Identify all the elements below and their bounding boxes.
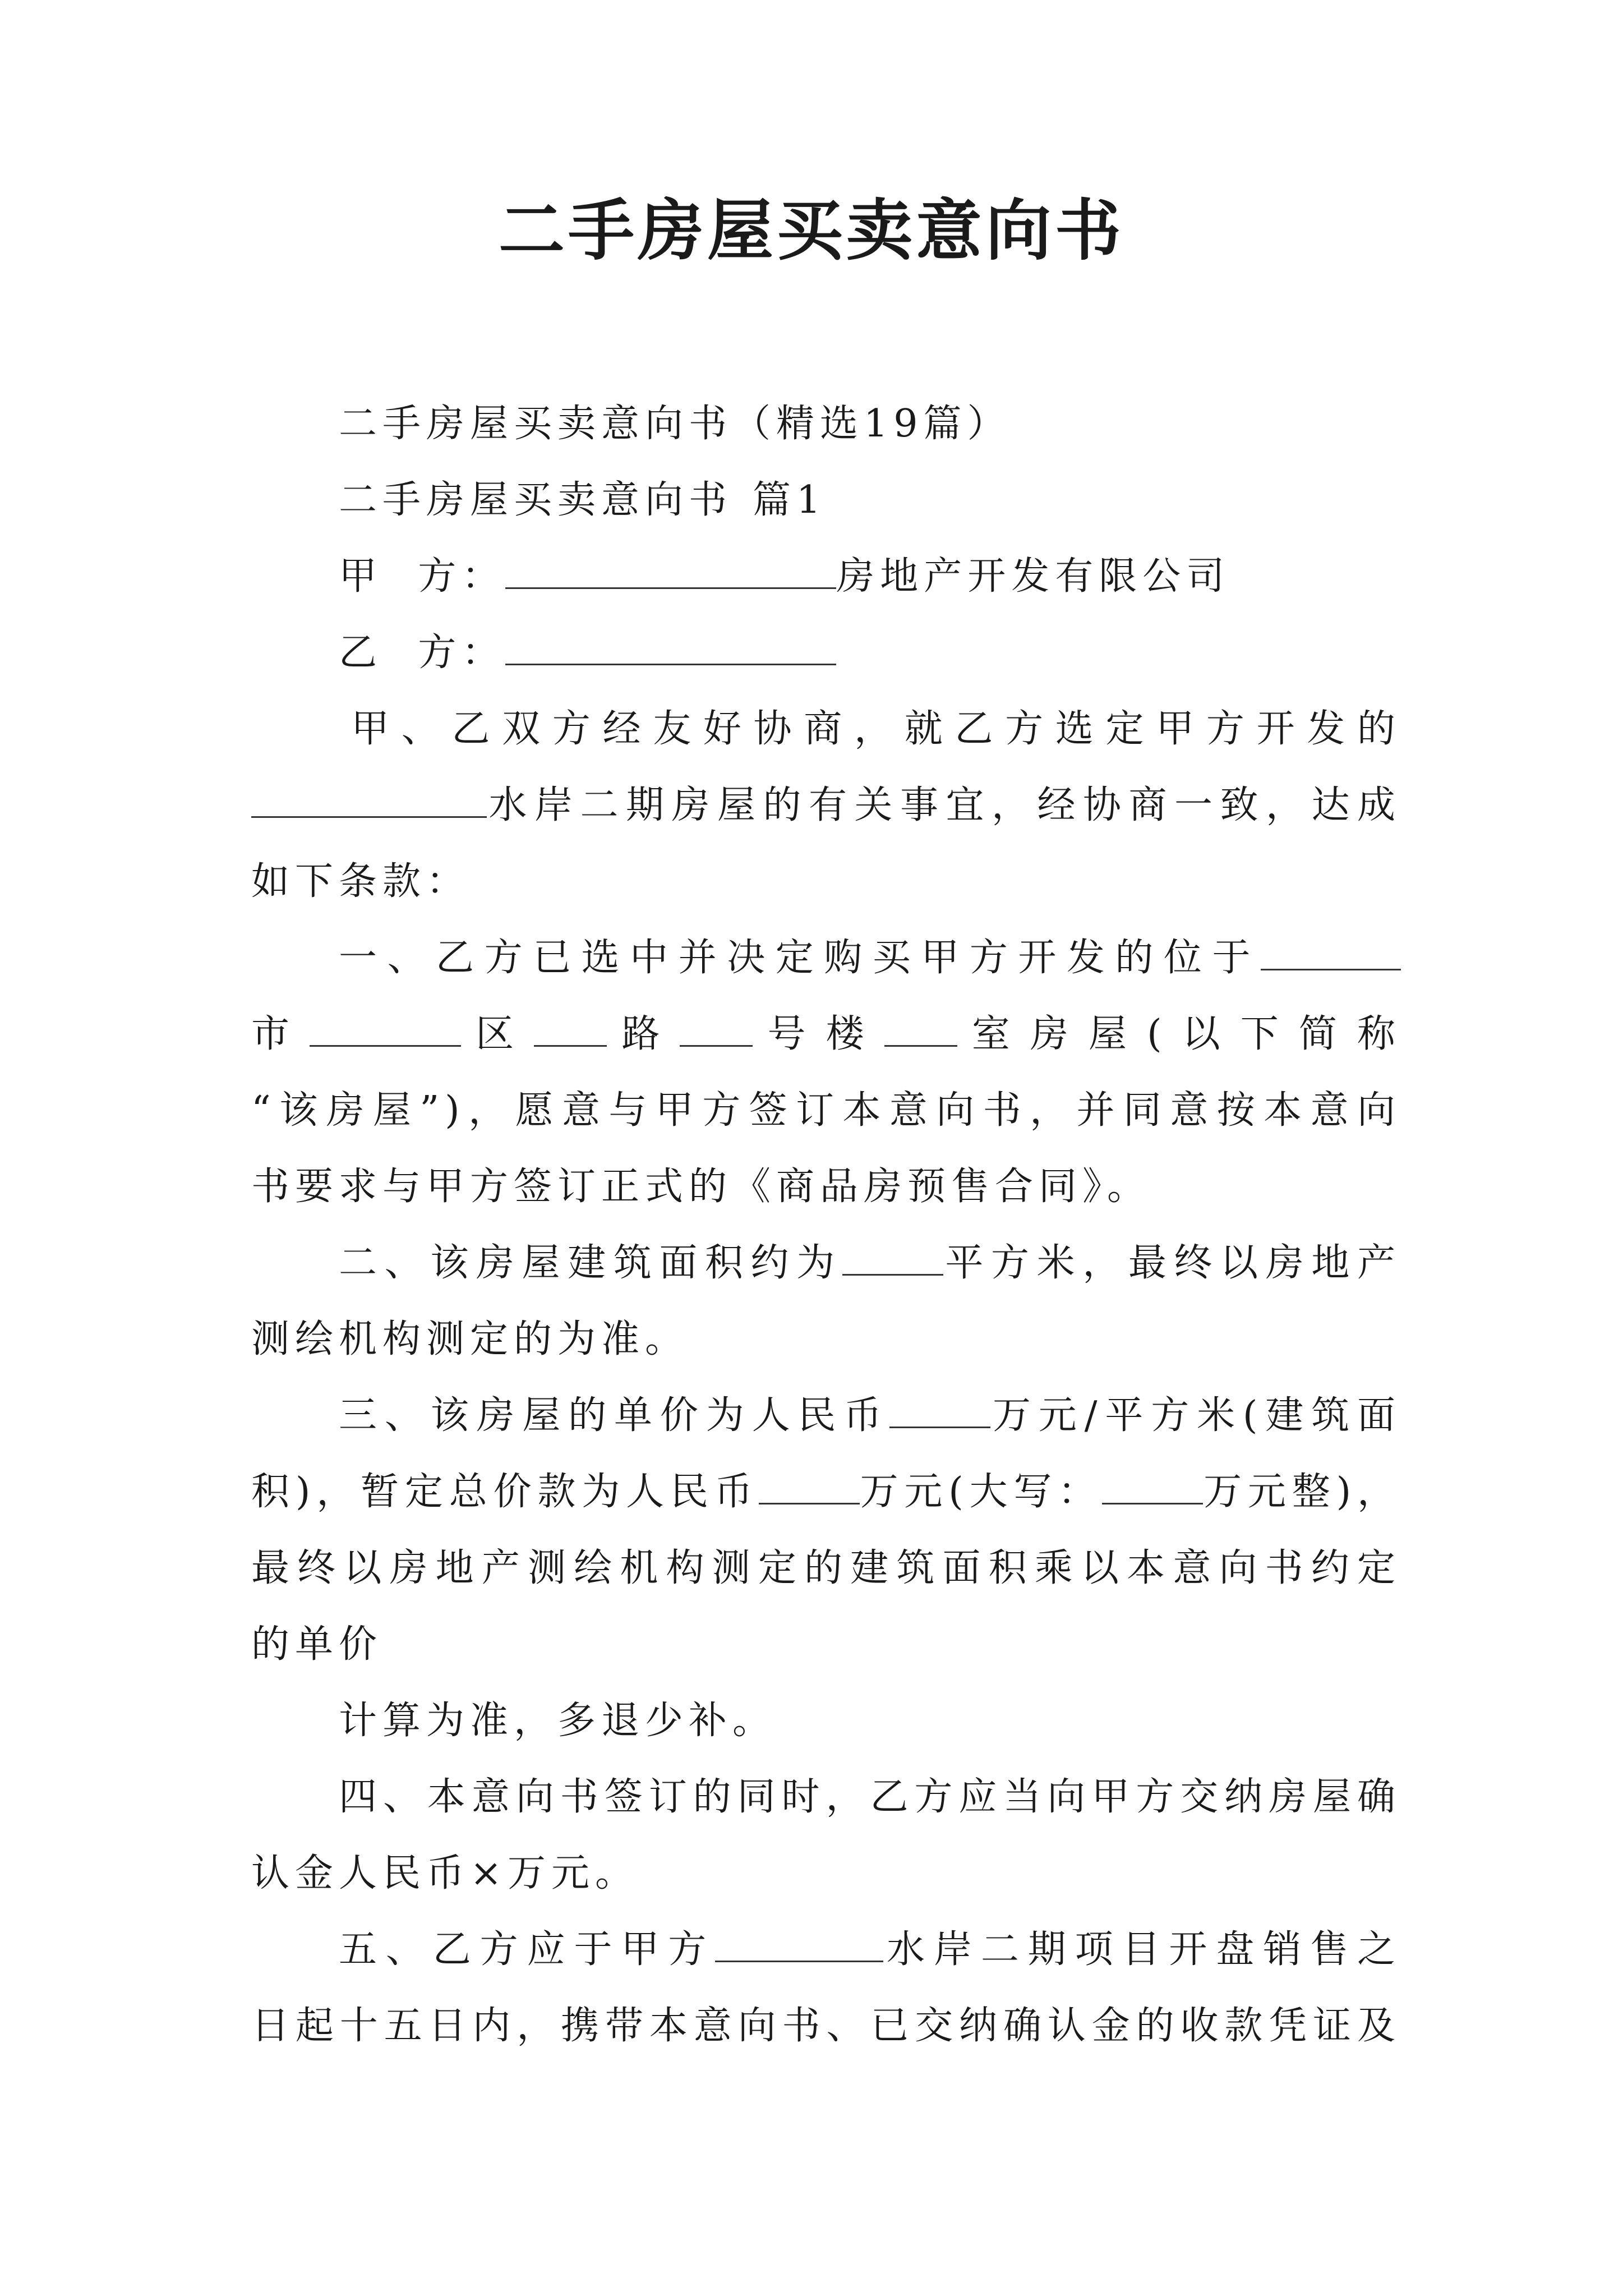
- clause-2-line-2: [251, 1301, 1401, 1378]
- total-price-words-blank: [1102, 1470, 1203, 1504]
- clause-3-tail: 万元/平方米(建筑面: [990, 1393, 1401, 1438]
- clause-3-line-4: [251, 1607, 1401, 1683]
- section-heading: [251, 462, 1401, 539]
- clause-2-line-1: [251, 1225, 1401, 1301]
- district-blank: [534, 1013, 607, 1047]
- clause-1-city: 市: [251, 1012, 310, 1056]
- document-body: [251, 386, 1401, 2064]
- document-subtitle: [251, 386, 1401, 462]
- party-a-suffix: 房地产开发有限公司: [836, 554, 1230, 599]
- clause-3-head: 三、该房屋的单价为人民币: [339, 1393, 890, 1438]
- clause-2-head: 二、该房屋建筑面积约为: [339, 1241, 842, 1285]
- clause-5-head: 五、乙方应于甲方: [339, 1927, 716, 1972]
- subtitle-text: 二手房屋买卖意向书（精选19篇）: [339, 402, 1011, 446]
- area-blank: [842, 1241, 943, 1276]
- project-name-blank: [251, 784, 487, 818]
- clause-3-text-4: 的单价: [251, 1622, 383, 1667]
- clause-1-building: 号楼: [753, 1012, 884, 1056]
- clause-4-line-2: [251, 1835, 1401, 1912]
- party-b-line: [251, 615, 1401, 691]
- clause-5-line-1: [251, 1912, 1401, 1988]
- clause-1-text-1: 一、乙方已选中并决定购买甲方开发的位于: [339, 936, 1261, 980]
- clause-3-line-3: [251, 1530, 1401, 1607]
- clause-4-line-1: [251, 1759, 1401, 1835]
- party-a-line: [251, 539, 1401, 615]
- clause-1-district: 区: [461, 1012, 534, 1056]
- clause-5-tail: 水岸二期项目开盘销售之: [883, 1927, 1401, 1972]
- road-blank: [680, 1013, 753, 1047]
- clause-4-text-1: 四、本意向书签订的同时，乙方应当向甲方交纳房屋确: [339, 1775, 1401, 1819]
- clause-2-tail: 平方米，最终以房地产: [943, 1241, 1401, 1285]
- party-b-blank: [505, 631, 836, 665]
- city-blank: [310, 1013, 461, 1047]
- clause-2-text-2: 测绘机构测定的为准。: [251, 1317, 689, 1361]
- clause-3-text-2b: 万元(大写：: [859, 1470, 1103, 1514]
- building-blank: [884, 1013, 957, 1047]
- location-blank: [1261, 936, 1401, 970]
- clause-1-text-3: “该房屋”)，愿意与甲方签订本意向书，并同意按本意向: [251, 1088, 1401, 1133]
- section-heading-name: 二手房屋买卖意向书: [339, 478, 733, 522]
- clause-5-text-2: 日起十五日内，携带本意向书、已交纳确认金的收款凭证及: [251, 2004, 1401, 2048]
- intro-text-2: 水岸二期房屋的有关事宜，经协商一致，达成: [487, 783, 1401, 827]
- intro-text-3: 如下条款：: [251, 859, 471, 904]
- clause-3-text-5: 计算为准，多退少补。: [339, 1699, 777, 1743]
- clause-3-line-5: [251, 1683, 1401, 1759]
- clause-1-line-3: [251, 1073, 1401, 1149]
- document-title: 二手房屋买卖意向书: [498, 191, 1124, 269]
- clause-4-text-2: 认金人民币×万元。: [251, 1851, 639, 1895]
- total-price-blank: [759, 1470, 860, 1504]
- clause-1-text-4: 书要求与甲方签订正式的《商品房预售合同》。: [251, 1165, 1151, 1209]
- clause-3-line-1: [251, 1378, 1401, 1454]
- party-a-label: 甲 方：: [339, 554, 506, 599]
- clause-5-line-2: [251, 1988, 1401, 2064]
- clause-1-road: 路: [607, 1012, 680, 1056]
- intro-line-2: [251, 767, 1401, 844]
- intro-text-1: 甲、乙双方经友好协商，就乙方选定甲方开发的: [351, 707, 1401, 751]
- clause-1-rest: 室房屋(以下简称: [957, 1012, 1401, 1056]
- clause-1-line-4: [251, 1149, 1401, 1225]
- clause-1-line-1: [251, 920, 1401, 996]
- developer-blank: [715, 1928, 883, 1962]
- clause-1-line-2: [251, 996, 1401, 1073]
- party-b-label: 乙 方：: [339, 631, 506, 675]
- unit-price-blank: [889, 1394, 990, 1428]
- section-heading-part: 篇1: [753, 478, 827, 522]
- clause-3-text-3: 最终以房地产测绘机构测定的建筑面积乘以本意向书约定: [251, 1546, 1401, 1590]
- intro-line-1: [251, 691, 1401, 767]
- clause-3-text-2a: 积)，暂定总价款为人民币: [251, 1470, 759, 1514]
- intro-line-3: [251, 844, 1401, 920]
- party-a-blank: [505, 555, 836, 589]
- clause-3-text-2c: 万元整)，: [1203, 1470, 1401, 1514]
- clause-3-line-2: [251, 1454, 1401, 1530]
